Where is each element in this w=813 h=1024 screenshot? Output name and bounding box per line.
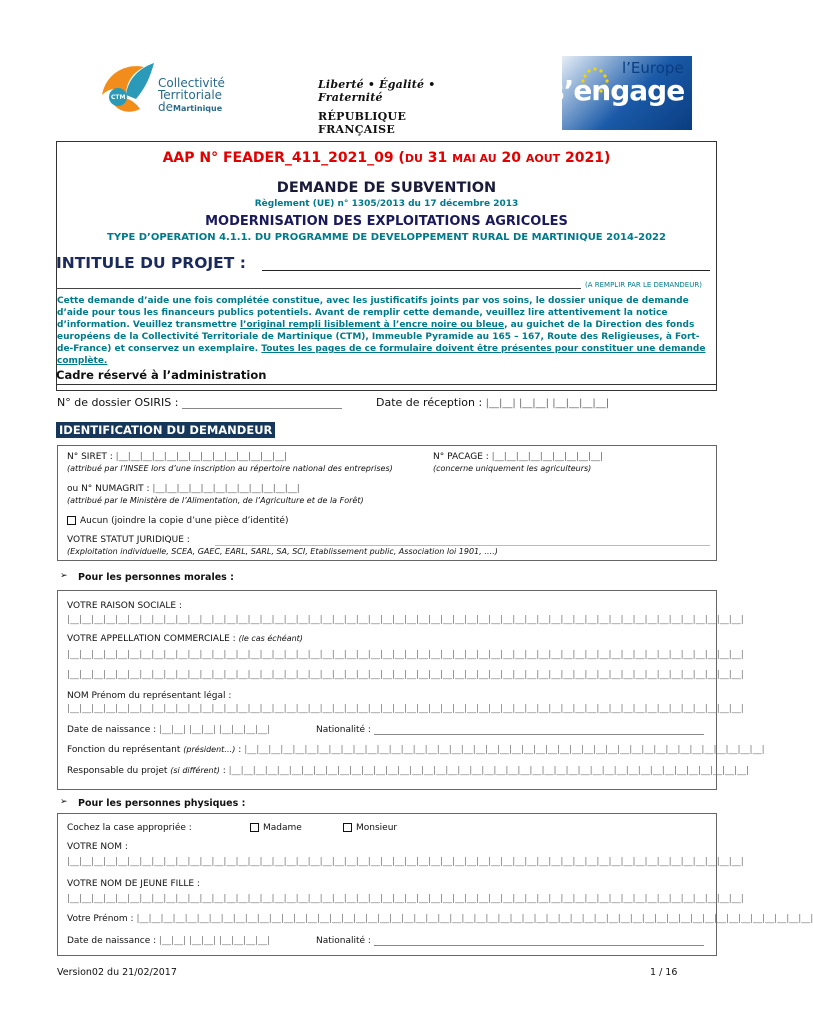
- fonction-field[interactable]: Fonction du représentant (président…) : |__|__|__|__|__|__|__|__|__|__|__|__|__|__|__|__|__|__|__|__|__|__|__|__|__|__|__|__|__|__|__|__|__|__|__|__|__|__|__|__|__|__|__|: [67, 745, 765, 755]
- appellation-label: VOTRE APPELLATION COMMERCIALE : (le cas échéant): [67, 634, 303, 644]
- raison-label: VOTRE RAISON SOCIALE :: [67, 601, 182, 611]
- republique-francaise-logo: [318, 78, 473, 136]
- statut-note: (Exploitation individuelle, SCEA, GAEC, EARL, SARL, SA, SCI, Etablissement public, Association loi 1901, ….): [67, 547, 498, 556]
- eu-line1: l’Europe: [622, 59, 684, 77]
- numagrit-note: (attribué par le Ministère de l’Alimentation, de l’Agriculture et de la Forêt): [67, 496, 364, 505]
- pp-naissance-field[interactable]: Date de naissance : |__|__| |__|__| |__|__|__|__|: [67, 936, 271, 946]
- intitule-input-line[interactable]: [262, 270, 710, 271]
- aucun-checkbox[interactable]: Aucun (joindre la copie d’une pièce d’identité): [67, 516, 288, 526]
- arrow-icon-2: ➢: [60, 797, 68, 807]
- identification-banner: IDENTIFICATION DU DEMANDEUR: [56, 422, 275, 438]
- footer-page-number: 1 / 16: [650, 967, 678, 978]
- reception-date-field[interactable]: Date de réception : |__|__| |__|__| |__|__|__|__|: [376, 396, 610, 409]
- nationalite-field[interactable]: Nationalité :: [316, 725, 704, 735]
- ctm-line3b: Martinique: [173, 104, 223, 113]
- numagrit-field[interactable]: ou N° NUMAGRIT : |__|__|__|__|__|__|__|__|__|__|__|__|: [67, 484, 300, 494]
- naissance-field[interactable]: Date de naissance : |__|__| |__|__| |__|__|__|__|: [67, 725, 271, 735]
- cochez-label: Cochez la case appropriée :: [67, 823, 192, 833]
- arrow-icon: ➢: [60, 571, 68, 581]
- rf-motto: Liberté • Égalité • Fraternité: [318, 78, 436, 104]
- pp-nationalite-field[interactable]: Nationalité :: [316, 936, 704, 946]
- madame-checkbox[interactable]: Madame: [250, 823, 302, 833]
- ctm-line3a: de: [158, 100, 173, 114]
- rf-name: RÉPUBLIQUE FRANÇAISE: [318, 110, 407, 136]
- representant-input[interactable]: |__|__|__|__|__|__|__|__|__|__|__|__|__|__|__|__|__|__|__|__|__|__|__|__|__|__|__|__|__|__|__|__|__|__|__|__|__|__|__|__|__|__|__|__|__|__|__|__|__|__|__|__|__|__|__|__|: [67, 704, 744, 714]
- reglement-line: Règlement (UE) n° 1305/2013 du 17 décembre 2013: [254, 199, 519, 209]
- pacage-note: (concerne uniquement les agriculteurs): [433, 464, 592, 473]
- nom-input[interactable]: |__|__|__|__|__|__|__|__|__|__|__|__|__|__|__|__|__|__|__|__|__|__|__|__|__|__|__|__|__|__|__|__|__|__|__|__|__|__|__|__|__|__|__|__|__|__|__|__|__|__|__|__|__|__|__|__|: [67, 857, 744, 867]
- appellation-input-2[interactable]: |__|__|__|__|__|__|__|__|__|__|__|__|__|__|__|__|__|__|__|__|__|__|__|__|__|__|__|__|__|__|__|__|__|__|__|__|__|__|__|__|__|__|__|__|__|__|__|__|__|__|__|__|__|__|__|__|: [67, 670, 744, 680]
- appellation-input-1[interactable]: |__|__|__|__|__|__|__|__|__|__|__|__|__|__|__|__|__|__|__|__|__|__|__|__|__|__|__|__|__|__|__|__|__|__|__|__|__|__|__|__|__|__|__|__|__|__|__|__|__|__|__|__|__|__|__|__|: [67, 650, 744, 660]
- osiris-field[interactable]: N° de dossier OSIRIS :: [57, 396, 342, 409]
- representant-label: NOM Prénom du représentant légal :: [67, 691, 232, 701]
- eu-line2a: s’: [548, 74, 574, 107]
- siret-field[interactable]: N° SIRET : |__|__|__|__|__|__|__|__|__|__|__|__|__|__|: [67, 452, 288, 462]
- ctm-line1: Collectivité: [158, 76, 225, 90]
- statut-line[interactable]: [215, 545, 710, 546]
- jeune-fille-input[interactable]: |__|__|__|__|__|__|__|__|__|__|__|__|__|__|__|__|__|__|__|__|__|__|__|__|__|__|__|__|__|__|__|__|__|__|__|__|__|__|__|__|__|__|__|__|__|__|__|__|__|__|__|__|__|__|__|__|: [67, 894, 744, 904]
- subtitle: MODERNISATION DES EXPLOITATIONS AGRICOLES: [205, 214, 568, 229]
- admin-divider: [56, 384, 717, 385]
- ctm-badge: CTM: [111, 94, 126, 101]
- page-title: DEMANDE DE SUBVENTION: [276, 180, 497, 196]
- responsable-field[interactable]: Responsable du projet (si différent) : |__|__|__|__|__|__|__|__|__|__|__|__|__|__|__|__|__|__|__|__|__|__|__|__|__|__|__|__|__|__|__|__|__|__|__|__|__|__|__|__|__|__|__|: [67, 766, 750, 776]
- intitule-input-line-2[interactable]: [56, 288, 581, 289]
- europe-engage-logo: [548, 56, 692, 130]
- nom-label: VOTRE NOM :: [67, 842, 128, 852]
- admin-title: Cadre réservé à l’administration: [56, 368, 267, 382]
- ctm-logo: [96, 55, 256, 130]
- pacage-field[interactable]: N° PACAGE : |__|__|__|__|__|__|__|__|__|: [433, 452, 603, 462]
- intitule-hint: (A REMPLIR PAR LE DEMANDEUR): [585, 281, 702, 289]
- prenom-field[interactable]: Votre Prénom : |__|__|__|__|__|__|__|__|__|__|__|__|__|__|__|__|__|__|__|__|__|__|__|__|__|__|__|__|__|__|__|__|__|__|__|__|__|__|__|__|__|__|__|__|__|__|__|__|__|__|__|__|__|__|__|__|: [67, 914, 813, 924]
- footer-version: Version02 du 21/02/2017: [57, 967, 177, 978]
- aucun-checkbox-box[interactable]: [67, 516, 76, 525]
- type-operation: TYPE D’OPERATION 4.1.1. DU PROGRAMME DE DEVELOPPEMENT RURAL DE MARTINIQUE 2014-2022: [107, 232, 666, 243]
- eu-line2b: engage: [573, 74, 685, 107]
- intitule-label: INTITULE DU PROJET :: [56, 254, 246, 272]
- aap-title: AAP N° FEADER_411_2021_09 (DU 31 MAI AU 20 AOUT 2021): [162, 150, 611, 166]
- siret-note: (attribué par l’INSEE lors d’une inscription au répertoire national des entreprises): [67, 464, 393, 473]
- monsieur-checkbox[interactable]: Monsieur: [343, 823, 397, 833]
- raison-input[interactable]: |__|__|__|__|__|__|__|__|__|__|__|__|__|__|__|__|__|__|__|__|__|__|__|__|__|__|__|__|__|__|__|__|__|__|__|__|__|__|__|__|__|__|__|__|__|__|__|__|__|__|__|__|__|__|__|__|: [67, 615, 744, 625]
- jeune-fille-label: VOTRE NOM DE JEUNE FILLE :: [67, 879, 200, 889]
- physiques-heading: Pour les personnes physiques :: [78, 798, 246, 809]
- notice-paragraph: Cette demande d’aide une fois complétée constitue, avec les justificatifs joints par vos soins, le dossier unique de demande d’aide pour tous les financeurs publics potentiels. Avant de remplir cette demande, veuillez lire attentivement la notice d’information. Veuillez transmettre l’original rempli lisiblement à l’encre noire ou bleue, au guichet de la Direction des fonds européens de la Collectivité Territoriale de Martinique (CTM), Immeuble Pyramide au 165 – 167, Route des Religieuses, à Fort-de-France) et conservez un exemplaire. Toutes les pages de ce formulaire doivent être présentes pour constituer une demande complète.: [57, 296, 706, 366]
- ctm-line2: Territoriale: [158, 88, 223, 102]
- monsieur-checkbox-box[interactable]: [343, 823, 352, 832]
- statut-field[interactable]: VOTRE STATUT JURIDIQUE :: [67, 535, 190, 545]
- madame-checkbox-box[interactable]: [250, 823, 259, 832]
- morales-heading: Pour les personnes morales :: [78, 572, 234, 583]
